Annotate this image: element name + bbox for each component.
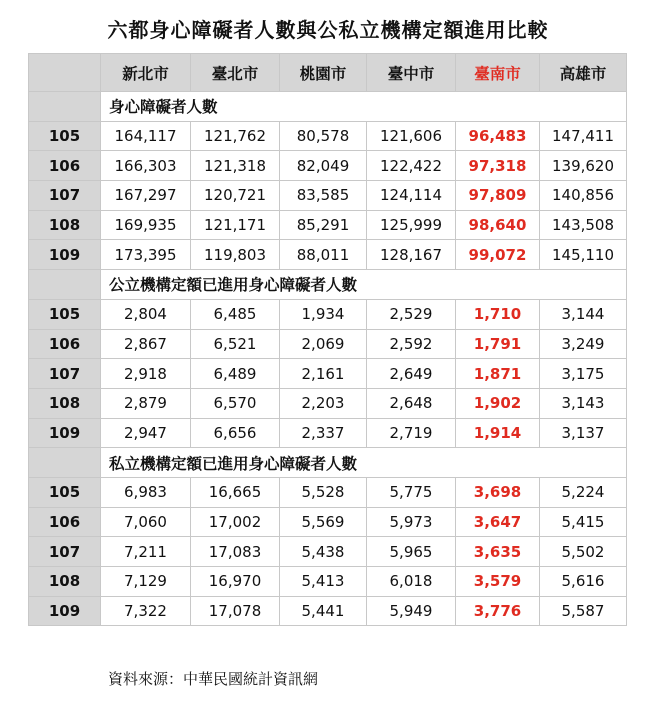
- value-cell: 2,529: [367, 299, 456, 329]
- section-header-row: [29, 448, 627, 478]
- tainan-value-cell: 1,710: [456, 299, 540, 329]
- tainan-value-cell: 1,902: [456, 388, 540, 418]
- value-cell: 119,803: [191, 240, 280, 270]
- table-row: [29, 181, 627, 211]
- year-cell: 108: [29, 210, 101, 240]
- value-cell: 124,114: [367, 181, 456, 211]
- tainan-value-cell: 3,698: [456, 477, 540, 507]
- value-cell: 16,970: [191, 567, 280, 597]
- tainan-value-cell: 3,579: [456, 567, 540, 597]
- year-cell: 105: [29, 299, 101, 329]
- year-cell: 109: [29, 418, 101, 448]
- value-cell: 143,508: [540, 210, 627, 240]
- value-cell: 2,867: [101, 329, 191, 359]
- value-cell: 5,973: [367, 507, 456, 537]
- year-cell: 106: [29, 151, 101, 181]
- value-cell: 6,570: [191, 388, 280, 418]
- section-label: 私立機構定額已進用身心障礙者人數: [101, 448, 627, 478]
- year-cell: 109: [29, 240, 101, 270]
- section-label: 身心障礙者人數: [101, 92, 627, 122]
- value-cell: 6,983: [101, 477, 191, 507]
- table-row: [29, 567, 627, 597]
- column-header-tainan: 臺南市: [456, 54, 540, 92]
- tainan-value-cell: 3,776: [456, 596, 540, 626]
- year-cell: 105: [29, 121, 101, 151]
- year-cell: 105: [29, 477, 101, 507]
- value-cell: 17,078: [191, 596, 280, 626]
- column-header-taoyuan: 桃園市: [280, 54, 367, 92]
- value-cell: 166,303: [101, 151, 191, 181]
- value-cell: 125,999: [367, 210, 456, 240]
- comparison-table: [28, 53, 627, 626]
- value-cell: 83,585: [280, 181, 367, 211]
- year-cell: 109: [29, 596, 101, 626]
- value-cell: 164,117: [101, 121, 191, 151]
- tainan-value-cell: 99,072: [456, 240, 540, 270]
- tainan-value-cell: 96,483: [456, 121, 540, 151]
- value-cell: 2,069: [280, 329, 367, 359]
- table-row: [29, 596, 627, 626]
- tainan-value-cell: 3,647: [456, 507, 540, 537]
- value-cell: 80,578: [280, 121, 367, 151]
- table-row: [29, 240, 627, 270]
- value-cell: 5,775: [367, 477, 456, 507]
- value-cell: 3,249: [540, 329, 627, 359]
- value-cell: 5,224: [540, 477, 627, 507]
- value-cell: 82,049: [280, 151, 367, 181]
- value-cell: 6,485: [191, 299, 280, 329]
- tainan-value-cell: 1,791: [456, 329, 540, 359]
- year-cell: 108: [29, 567, 101, 597]
- value-cell: 3,144: [540, 299, 627, 329]
- value-cell: 173,395: [101, 240, 191, 270]
- value-cell: 5,413: [280, 567, 367, 597]
- section-label: 公立機構定額已進用身心障礙者人數: [101, 270, 627, 300]
- value-cell: 1,934: [280, 299, 367, 329]
- table-row: [29, 299, 627, 329]
- value-cell: 85,291: [280, 210, 367, 240]
- year-cell: 107: [29, 537, 101, 567]
- section-header-row: [29, 92, 627, 122]
- value-cell: 169,935: [101, 210, 191, 240]
- value-cell: 5,441: [280, 596, 367, 626]
- value-cell: 6,656: [191, 418, 280, 448]
- value-cell: 145,110: [540, 240, 627, 270]
- year-cell: 107: [29, 181, 101, 211]
- table-row: [29, 359, 627, 389]
- value-cell: 17,083: [191, 537, 280, 567]
- table-row: [29, 151, 627, 181]
- header-row: [29, 54, 627, 92]
- table-row: [29, 418, 627, 448]
- value-cell: 2,804: [101, 299, 191, 329]
- value-cell: 2,879: [101, 388, 191, 418]
- value-cell: 17,002: [191, 507, 280, 537]
- year-cell: 106: [29, 507, 101, 537]
- year-cell: 107: [29, 359, 101, 389]
- page-title: 六都身心障礙者人數與公私立機構定額進用比較: [107, 18, 549, 42]
- tainan-value-cell: 1,871: [456, 359, 540, 389]
- value-cell: 6,489: [191, 359, 280, 389]
- value-cell: 5,569: [280, 507, 367, 537]
- value-cell: 3,175: [540, 359, 627, 389]
- column-header-taipei: 臺北市: [191, 54, 280, 92]
- value-cell: 3,137: [540, 418, 627, 448]
- value-cell: 88,011: [280, 240, 367, 270]
- table-row: [29, 507, 627, 537]
- corner-cell: [29, 54, 101, 92]
- value-cell: 5,415: [540, 507, 627, 537]
- value-cell: 121,318: [191, 151, 280, 181]
- value-cell: 2,592: [367, 329, 456, 359]
- value-cell: 167,297: [101, 181, 191, 211]
- value-cell: 7,211: [101, 537, 191, 567]
- tainan-value-cell: 97,318: [456, 151, 540, 181]
- value-cell: 139,620: [540, 151, 627, 181]
- value-cell: 128,167: [367, 240, 456, 270]
- section-header-row: [29, 270, 627, 300]
- value-cell: 16,665: [191, 477, 280, 507]
- value-cell: 2,161: [280, 359, 367, 389]
- value-cell: 7,129: [101, 567, 191, 597]
- section-blank-cell: [29, 448, 101, 478]
- tainan-value-cell: 3,635: [456, 537, 540, 567]
- source-note: 資料來源：中華民國統計資訊網: [108, 670, 319, 688]
- table-row: [29, 388, 627, 418]
- value-cell: 147,411: [540, 121, 627, 151]
- value-cell: 140,856: [540, 181, 627, 211]
- tainan-value-cell: 98,640: [456, 210, 540, 240]
- table-row: [29, 537, 627, 567]
- value-cell: 2,918: [101, 359, 191, 389]
- value-cell: 5,438: [280, 537, 367, 567]
- value-cell: 5,587: [540, 596, 627, 626]
- column-header-kaohsiung: 高雄市: [540, 54, 627, 92]
- column-header-taichung: 臺中市: [367, 54, 456, 92]
- value-cell: 5,502: [540, 537, 627, 567]
- year-cell: 106: [29, 329, 101, 359]
- value-cell: 5,949: [367, 596, 456, 626]
- section-blank-cell: [29, 92, 101, 122]
- value-cell: 5,965: [367, 537, 456, 567]
- tainan-value-cell: 1,914: [456, 418, 540, 448]
- value-cell: 6,018: [367, 567, 456, 597]
- tainan-value-cell: 97,809: [456, 181, 540, 211]
- value-cell: 121,606: [367, 121, 456, 151]
- value-cell: 2,337: [280, 418, 367, 448]
- table-row: [29, 477, 627, 507]
- value-cell: 2,203: [280, 388, 367, 418]
- year-cell: 108: [29, 388, 101, 418]
- value-cell: 7,060: [101, 507, 191, 537]
- table-body: [29, 92, 627, 626]
- value-cell: 121,171: [191, 210, 280, 240]
- value-cell: 2,947: [101, 418, 191, 448]
- value-cell: 6,521: [191, 329, 280, 359]
- value-cell: 122,422: [367, 151, 456, 181]
- section-blank-cell: [29, 270, 101, 300]
- column-header-new-taipei: 新北市: [101, 54, 191, 92]
- value-cell: 5,616: [540, 567, 627, 597]
- value-cell: 3,143: [540, 388, 627, 418]
- value-cell: 2,649: [367, 359, 456, 389]
- value-cell: 5,528: [280, 477, 367, 507]
- table-row: [29, 121, 627, 151]
- value-cell: 2,719: [367, 418, 456, 448]
- value-cell: 121,762: [191, 121, 280, 151]
- value-cell: 2,648: [367, 388, 456, 418]
- value-cell: 120,721: [191, 181, 280, 211]
- value-cell: 7,322: [101, 596, 191, 626]
- table-row: [29, 210, 627, 240]
- table-row: [29, 329, 627, 359]
